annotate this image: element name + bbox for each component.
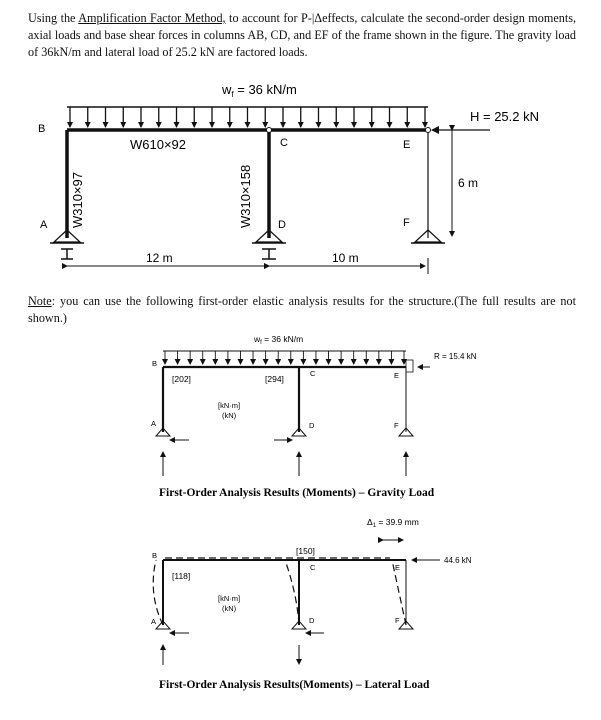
gravity-caption: First-Order Analysis Results (Moments) – Gravity Load	[159, 487, 435, 499]
gravity-load-arrows	[165, 351, 404, 364]
lateral-results	[151, 517, 472, 691]
lateral-units-moment: [kN·m]	[218, 594, 241, 603]
lateral-moment-c: [150]	[296, 546, 315, 556]
height-label: 6 m	[458, 176, 479, 190]
i-section-ab-icon	[61, 249, 73, 259]
lateral-node-b: B	[152, 551, 158, 560]
problem-text-2: to account for P-|Δeffects, calculate the second-order design moments, axial loads and base shear forces in columns AB, CD, and EF of the frame shown in the figure. The gravity load of 36kN/m and lateral load of 25.2 kN are factored loads.	[28, 11, 577, 59]
lateral-node-a: A	[151, 617, 157, 626]
gravity-reaction-label: R = 15.4 kN	[434, 352, 477, 361]
beam-section-label: W610×92	[130, 137, 187, 152]
node-c: C	[280, 137, 288, 149]
lateral-drift-label: $\Delta_1 = 39.9$ mm	[367, 517, 419, 529]
problem-text-1: Using the	[28, 11, 79, 25]
gravity-node-e: E	[394, 371, 400, 380]
lateral-node-c: C	[310, 563, 316, 572]
gravity-node-c: C	[310, 369, 316, 378]
gravity-moment-b: [202]	[172, 374, 191, 384]
lateral-node-d: D	[309, 616, 315, 625]
main-frame	[38, 82, 539, 274]
lateral-units-force: (kN)	[222, 604, 237, 613]
gravity-node-f: F	[394, 421, 399, 430]
lateral-caption: First-Order Analysis Results(Moments) – Lateral Load	[159, 679, 430, 691]
span1-label: 12 m	[146, 251, 173, 265]
lateral-node-f: F	[395, 616, 400, 625]
gravity-units-moment: [kN·m]	[218, 401, 241, 410]
lateral-node-e: E	[395, 563, 401, 572]
gravity-units-force: (kN)	[222, 411, 237, 420]
node-b: B	[38, 123, 46, 135]
i-section-cd-icon	[262, 249, 276, 259]
hinge-e	[426, 128, 431, 133]
gravity-moment-c: [294]	[265, 374, 284, 384]
node-e: E	[403, 139, 411, 151]
node-a: A	[40, 219, 48, 231]
gravity-load-label: $w_f = 36$ kN/m	[254, 334, 304, 346]
lateral-moment-b: [118]	[172, 571, 191, 581]
hinge-c	[267, 128, 272, 133]
gravity-node-d: D	[309, 421, 315, 430]
node-f: F	[403, 217, 410, 229]
lateral-load-label: 44.6 kN	[444, 556, 472, 565]
column-ab-section-label: W310×97	[70, 171, 85, 228]
gravity-results	[151, 334, 477, 499]
gravity-restraint	[406, 360, 413, 372]
column-cd-section-label: W310×158	[238, 164, 253, 228]
node-d: D	[278, 219, 286, 231]
gravity-node-a: A	[151, 419, 157, 428]
lateral-load-label: H = 25.2 kN	[470, 109, 540, 124]
note-text: : you can use the following first-order elastic analysis results for the structure.(The full results are not shown.)	[28, 294, 576, 325]
note-label: Note	[28, 294, 52, 308]
main-load-arrows	[70, 107, 425, 127]
gravity-node-b: B	[152, 359, 158, 368]
span2-label: 10 m	[332, 251, 359, 265]
method-name: Amplification Factor Method,	[78, 11, 226, 25]
main-load-label: $w_f = 36$ kN/m	[222, 82, 297, 99]
lateral-deflected-shape	[153, 558, 406, 625]
